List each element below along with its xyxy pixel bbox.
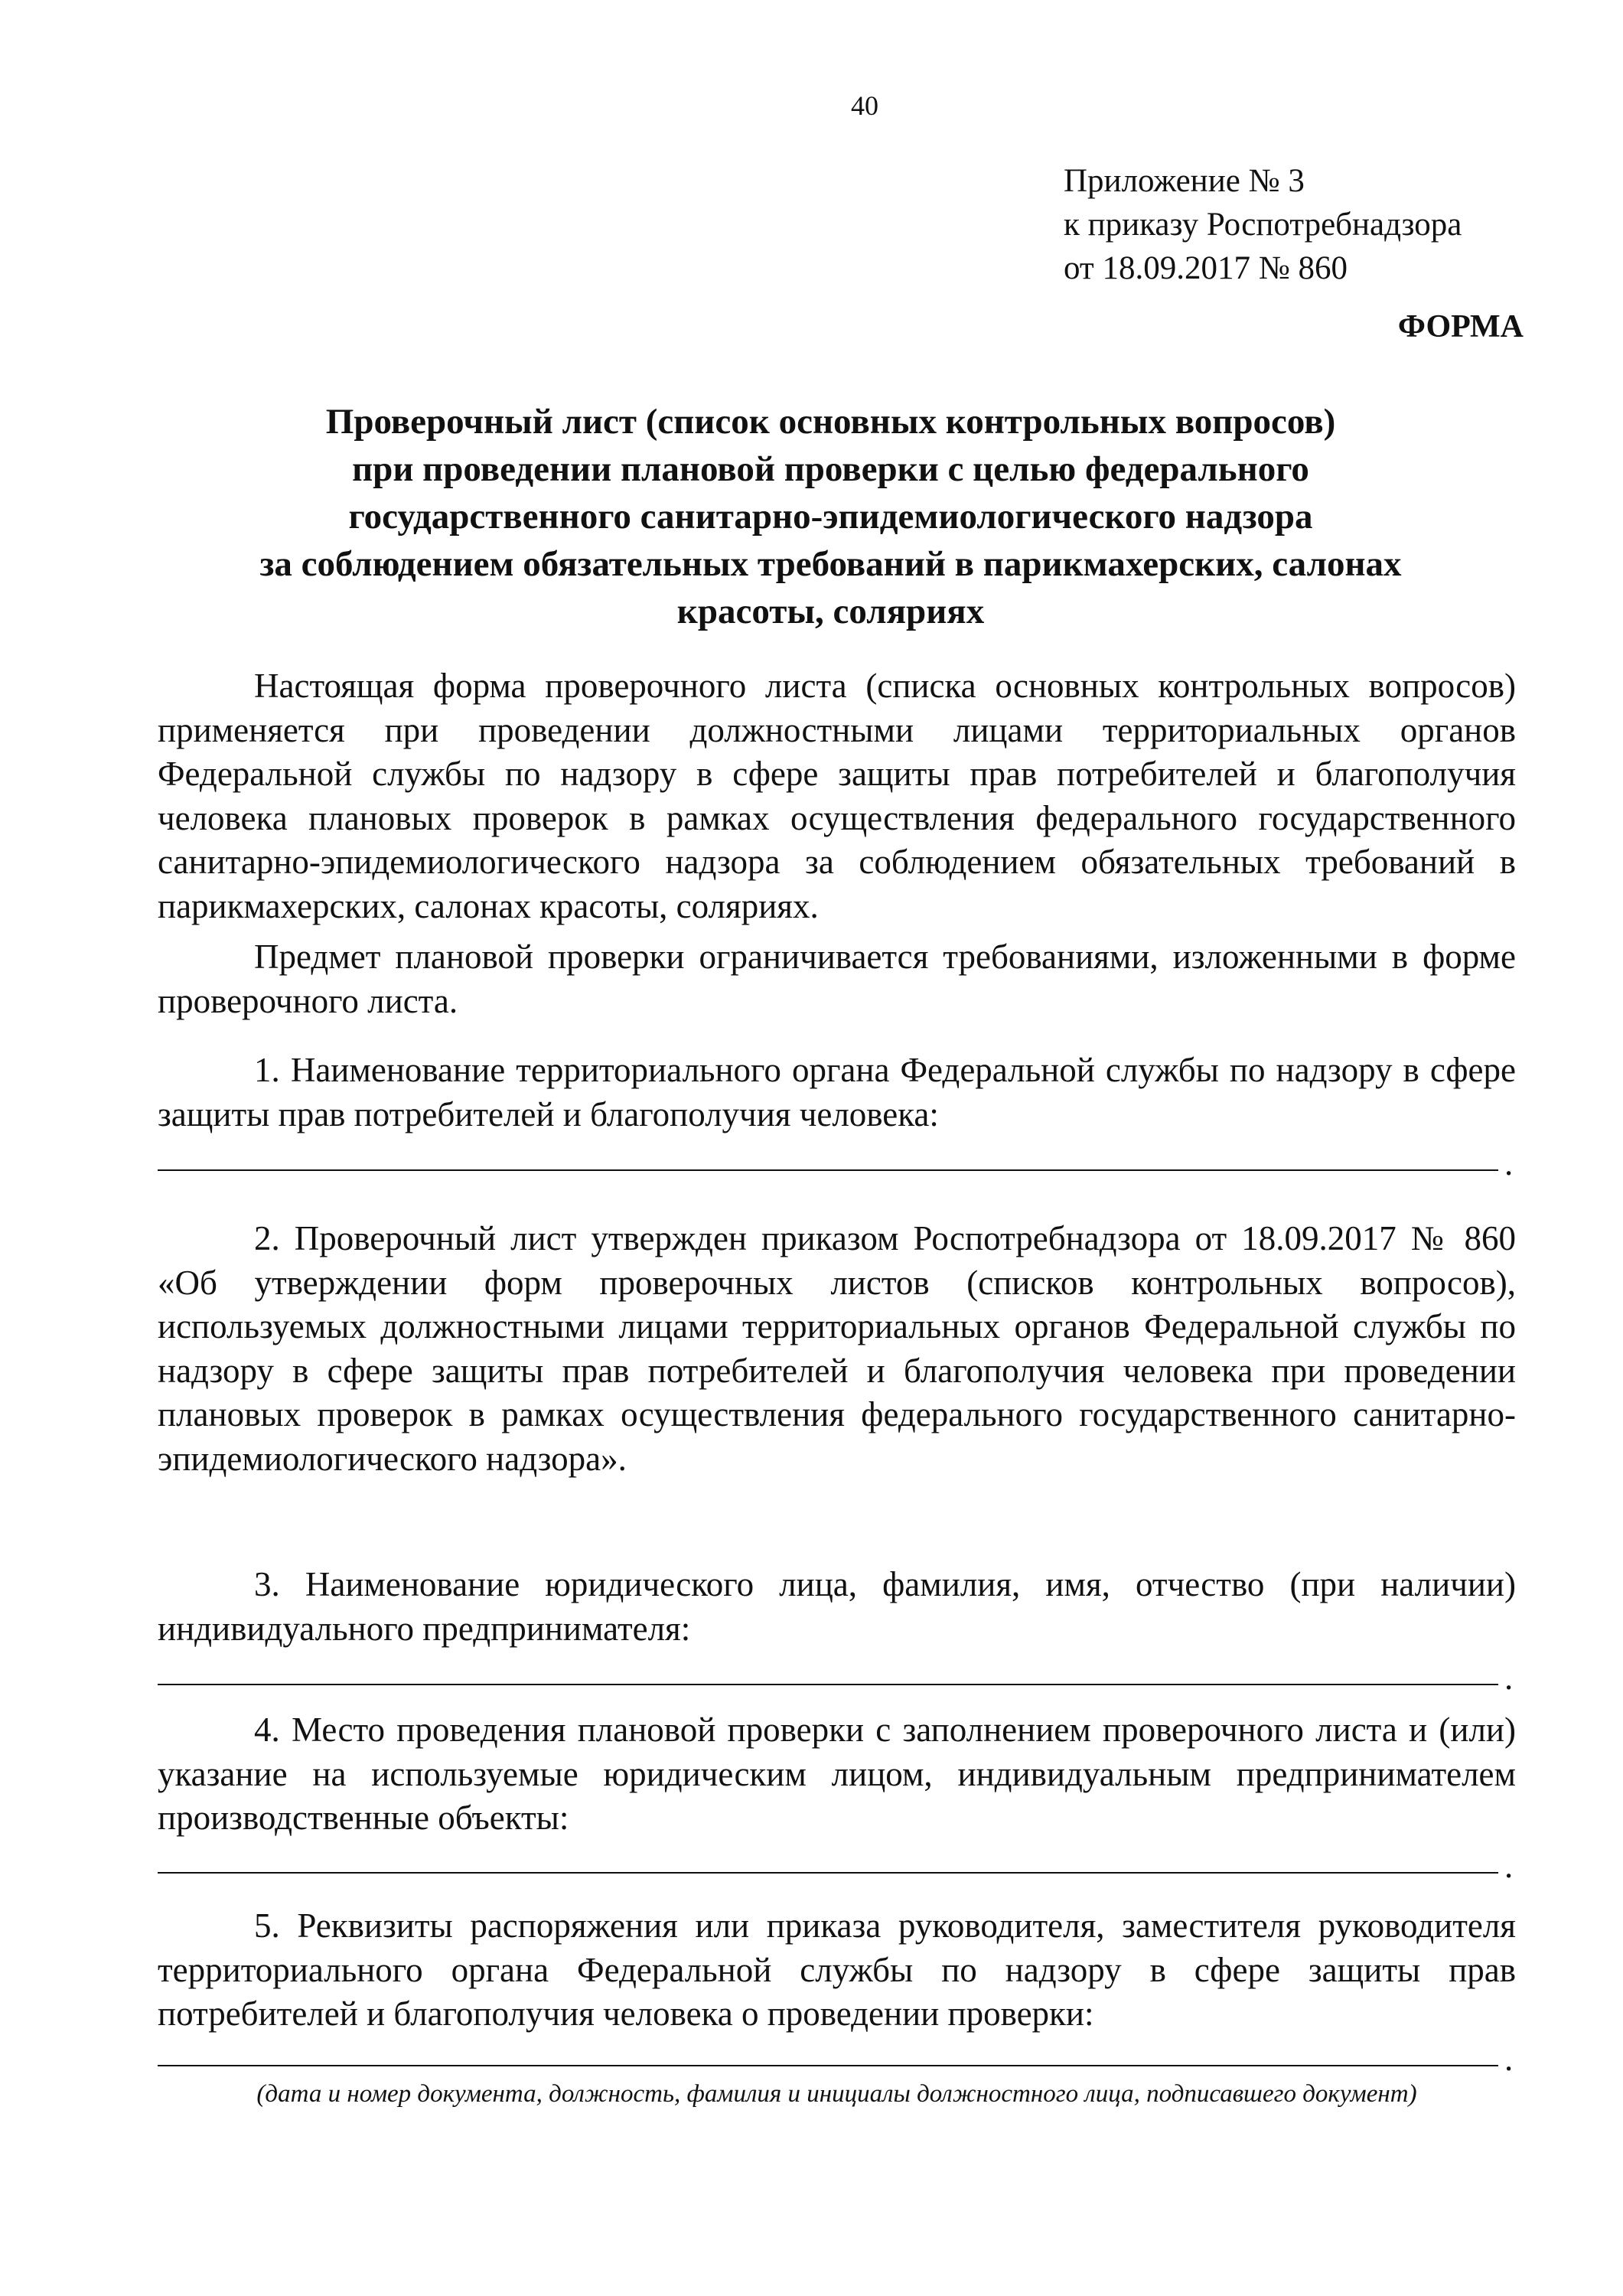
item-5-text: 5. Реквизиты распоряжения или приказа руководителя, заместителя руководителя территориального органа Федеральной службы по надзору в сфере защиты прав потребителей и благополучия человека о проведении проверки:: [158, 1906, 1516, 2033]
form-label: ФОРМА: [1397, 309, 1524, 344]
item-3-line-end: .: [1504, 1658, 1514, 1697]
item-3-text: 3. Наименование юридического лица, фамилия, имя, отчество (при наличии) индивидуального предпринимателя:: [158, 1565, 1516, 1648]
scope-paragraph: Предмет плановой проверки ограничивается требованиями, изложенными в форме проверочного листа.: [158, 938, 1516, 1020]
item-4-text: 4. Место проведения плановой проверки с заполнением проверочного листа и (или) указание на используемые юридическим лицом, индивидуальным предпринимателем производственные объекты:: [158, 1711, 1516, 1837]
appendix-line-1: Приложение № 3: [1064, 163, 1305, 199]
item-5-line-end: .: [1504, 2040, 1514, 2078]
signature-caption: (дата и номер документа, должность, фамилия и инициалы должностного лица, подписавшего документ): [256, 2080, 1417, 2108]
intro-paragraph: Настоящая форма проверочного листа (списка основных контрольных вопросов) применяется при проведении должностными лицами территориальных органов Федеральной службы по надзору в сфере защиты прав потребителей и благополучия человека плановых проверок в рамках осуществления федерального государственного санитарно-эпидемиологического надзора за соблюдением обязательных требований в парикмахерских, салонах красоты, соляриях.: [158, 667, 1516, 925]
title-line-4: за соблюдением обязательных требований в парикмахерских, салонах: [259, 544, 1402, 584]
title-line-5: красоты, соляриях: [676, 592, 985, 631]
title-line-3: государственного санитарно-эпидемиологического надзора: [348, 497, 1313, 536]
item-2-text: 2. Проверочный лист утвержден приказом Роспотребнадзора от 18.09.2017 № 860 «Об утверждении форм проверочных листов (списков контрольных вопросов), используемых должностными лицами территориальных органов Федеральной службы по надзору в сфере защиты прав потребителей и благополучия человека при проведении плановых проверок в рамках осуществления федерального государственного санитарно-эпидемиологического надзора».: [158, 1219, 1516, 1478]
item-1-fill-line[interactable]: [158, 1169, 1498, 1171]
document-title: [153, 398, 1508, 635]
appendix-block: [1064, 159, 1462, 290]
appendix-line-2: к приказу Роспотребнадзора: [1064, 207, 1462, 243]
item-1-text: 1. Наименование территориального органа Федеральной службы по надзору в сфере защиты прав потребителей и благополучия человека:: [158, 1051, 1516, 1133]
item-5-fill-line[interactable]: [158, 2065, 1498, 2066]
item-3-fill-line[interactable]: [158, 1684, 1498, 1685]
page-number: 40: [851, 90, 878, 121]
item-1-line-end: .: [1504, 1144, 1514, 1182]
title-line-2: при проведении плановой проверки с целью федерального: [352, 449, 1309, 489]
item-4-fill-line[interactable]: [158, 1872, 1498, 1874]
appendix-line-3: от 18.09.2017 № 860: [1064, 250, 1348, 286]
title-line-1: Проверочный лист (список основных контрольных вопросов): [325, 402, 1336, 442]
item-4-line-end: .: [1504, 1847, 1514, 1885]
